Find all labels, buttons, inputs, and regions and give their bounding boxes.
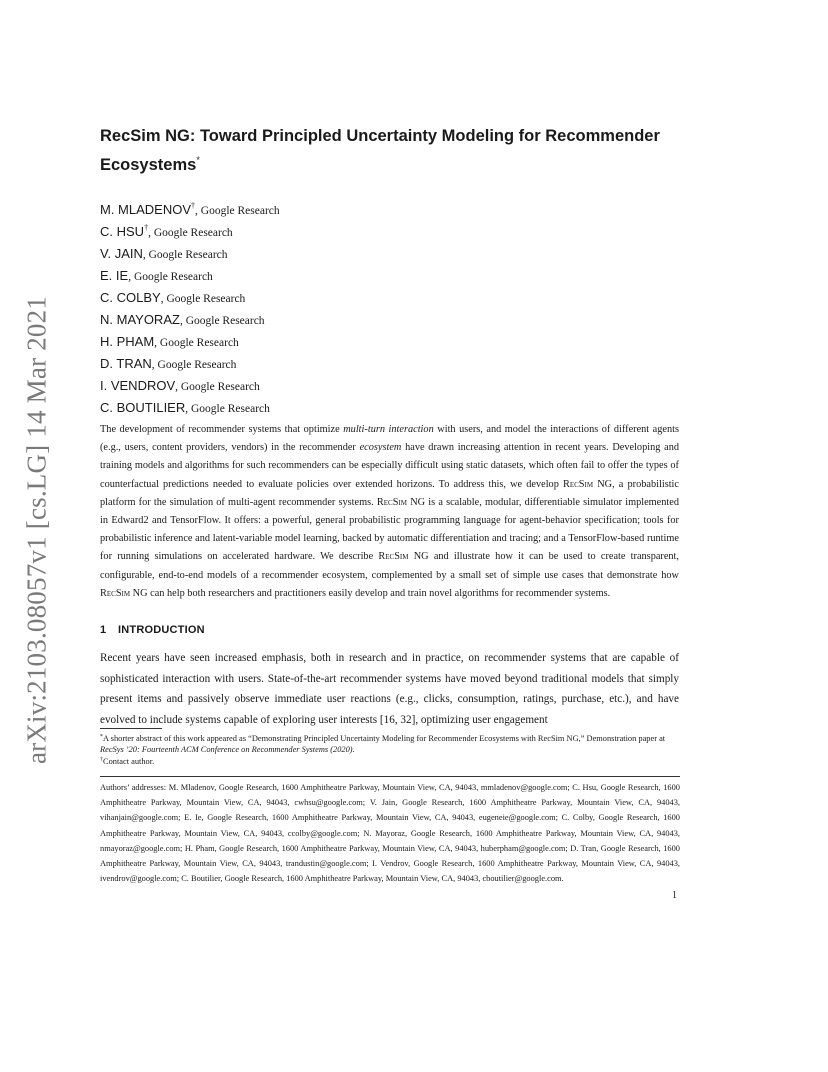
author-entry: [100, 283, 600, 305]
paper-title: [100, 124, 700, 177]
author-entry: [100, 327, 600, 349]
author-name: C. COLBY: [100, 290, 161, 305]
author-affiliation: , Google Research: [160, 293, 246, 305]
author-name: N. MAYORAZ: [100, 312, 180, 327]
abstract-text-3: have drawn increasing attention in recent years. Developing and training models and algorithms for such recommenders can be especially difficult using static datasets, which often fail to offer the types of counterfactual predictions needed to evaluate policies over extended horizons. To address this, we develop: [100, 442, 679, 490]
author-affiliation: , Google Research: [142, 249, 228, 261]
addresses-divider: [100, 776, 680, 777]
footnote-star: [100, 732, 680, 755]
section-title: INTRODUCTION: [118, 624, 205, 636]
footnote-star-mark: *: [100, 734, 103, 740]
author-list: [100, 195, 600, 415]
author-affiliation: , Google Research: [148, 227, 233, 239]
author-name: M. MLADENOV: [100, 202, 192, 217]
author-name: E. IE: [100, 268, 129, 283]
author-affiliation: , Google Research: [179, 315, 265, 327]
abstract-text-2: with users, and model the interactions of different agents (e.g., users, content providers, vendors) in the recommender: [100, 424, 679, 454]
author-name: C. BOUTILIER: [100, 400, 186, 415]
author-affiliation: , Google Research: [175, 381, 260, 393]
author-entry: [100, 393, 600, 415]
author-entry: [100, 217, 600, 239]
abstract-text-5: NG is a scalable, modular, differentiable simulator implemented in Edward2 and TensorFlow. It offers: a powerful, general probabilistic programming language for agent-behavior specification; tools for probabilistic inference and latent-variable model learning, backed by automatic differentiation and tracing; and a TensorFlow-based runtime for running simulations on accelerated hardware. We describe: [100, 496, 679, 563]
footnote-dagger: [100, 755, 680, 767]
arxiv-sidebar-stamp: [12, 280, 62, 780]
abstract-text-7: NG can help both researchers and practitioners easily develop and train novel algorithms for recommender systems.: [130, 587, 611, 599]
author-mark: †: [191, 201, 196, 210]
abstract-emphasis-1: multi-turn interaction: [343, 424, 434, 435]
author-entry: [100, 349, 600, 371]
abstract-emphasis-2: ecosystem: [359, 442, 402, 454]
recsim-brand: RecSim: [100, 587, 131, 599]
page-number: 1: [672, 890, 677, 901]
footnote-star-text: A shorter abstract of this work appeared as “Demonstrating Principled Uncertainty Modeling for Recommender Ecosystems with RecSim NG,” Demonstration paper at: [103, 734, 666, 743]
author-affiliation: , Google Research: [128, 271, 213, 283]
arxiv-id-label: arXiv:2103.08057v1 [cs.LG] 14 Mar 2021: [21, 295, 52, 765]
footnote-dagger-text: Contact author.: [103, 757, 155, 766]
recsim-brand: RecSim: [376, 496, 407, 508]
author-name: C. HSU: [100, 224, 145, 239]
author-name: V. JAIN: [100, 246, 143, 261]
author-addresses: Authors’ addresses: M. Mladenov, Google Research, 1600 Amphitheatre Parkway, Mountain View, CA, 94043, mmladenov@google.com; C. Hsu, Google Research, 1600 Amphitheatre Parkway, Mountain View, CA, 94043, cwhsu@google.com; V. Jain, Google Research, 1600 Amphitheatre Parkway, Mountain View, CA, 94043, vihanjain@google.com; E. Ie, Google Research, 1600 Amphitheatre Parkway, Mountain View, CA, 94043, eugeneie@google.com; C. Colby, Google Research, 1600 Amphitheatre Parkway, Mountain View, CA, 94043, ccolby@google.com; N. Mayoraz, Google Research, 1600 Amphitheatre Parkway, Mountain View, CA, 94043, nmayoraz@google.com; H. Pham, Google Research, 1600 Amphitheatre Parkway, Mountain View, CA, 94043, huberpham@google.com; D. Tran, Google Research, 1600 Amphitheatre Parkway, Mountain View, CA, 94043, trandustin@google.com; I. Vendrov, Google Research, 1600 Amphitheatre Parkway, Mountain View, CA, 94043, ivendrov@google.com; C. Boutilier, Google Research, 1600 Amphitheatre Parkway, Mountain View, CA, 94043, cboutilier@google.com.: [100, 783, 680, 884]
author-entry: [100, 195, 600, 217]
abstract-text-1: The development of recommender systems that optimize: [100, 424, 344, 435]
author-affiliation: , Google Research: [185, 403, 270, 415]
section-number: 1: [100, 624, 107, 636]
author-name: I. VENDROV: [100, 378, 176, 393]
title-footnote-mark: *: [196, 155, 200, 165]
author-name: D. TRAN: [100, 356, 152, 371]
author-name: H. PHAM: [100, 334, 155, 349]
footnote-venue: RecSys ’20: Fourteenth ACM Conference on Recommender Systems (2020).: [100, 745, 355, 754]
abstract-text-6: NG and illustrate how it can be used to create transparent, configurable, end-to-end models of a recommender ecosystem, complemented by a small set of simple use cases that demonstrate how: [100, 551, 679, 581]
abstract-paragraph: [100, 421, 679, 603]
footnote-divider: [100, 728, 162, 729]
recsim-brand: RecSim: [378, 551, 409, 563]
section-heading: [100, 624, 205, 636]
author-entry: [100, 239, 600, 261]
intro-paragraph: Recent years have seen increased emphasis, both in research and in practice, on recommender systems that are capable of sophisticated interaction with users. State-of-the-art recommender systems have moved beyond traditional models that simply present items and passively observe immediate user reactions (e.g., clicks, consumption, ratings, purchase, etc.), and have evolved to include systems capable of exploring user interests [16, 32], optimizing user engagement: [100, 652, 679, 726]
author-affiliation: , Google Research: [195, 205, 280, 217]
author-entry: [100, 261, 600, 283]
recsim-brand: RecSim: [562, 478, 594, 490]
abstract-text-4: NG, a probabilistic platform for the simulation of multi-agent recommender systems.: [100, 478, 679, 508]
author-mark: †: [144, 223, 149, 232]
author-entry: [100, 305, 600, 327]
author-affiliation: , Google Research: [154, 337, 239, 349]
author-affiliation: , Google Research: [151, 359, 237, 371]
paper-title-text: RecSim NG: Toward Principled Uncertainty Modeling for Recommender Ecosystems: [100, 127, 660, 174]
author-entry: [100, 371, 600, 393]
footnote-dagger-mark: †: [100, 757, 103, 763]
footnotes: [100, 732, 680, 767]
